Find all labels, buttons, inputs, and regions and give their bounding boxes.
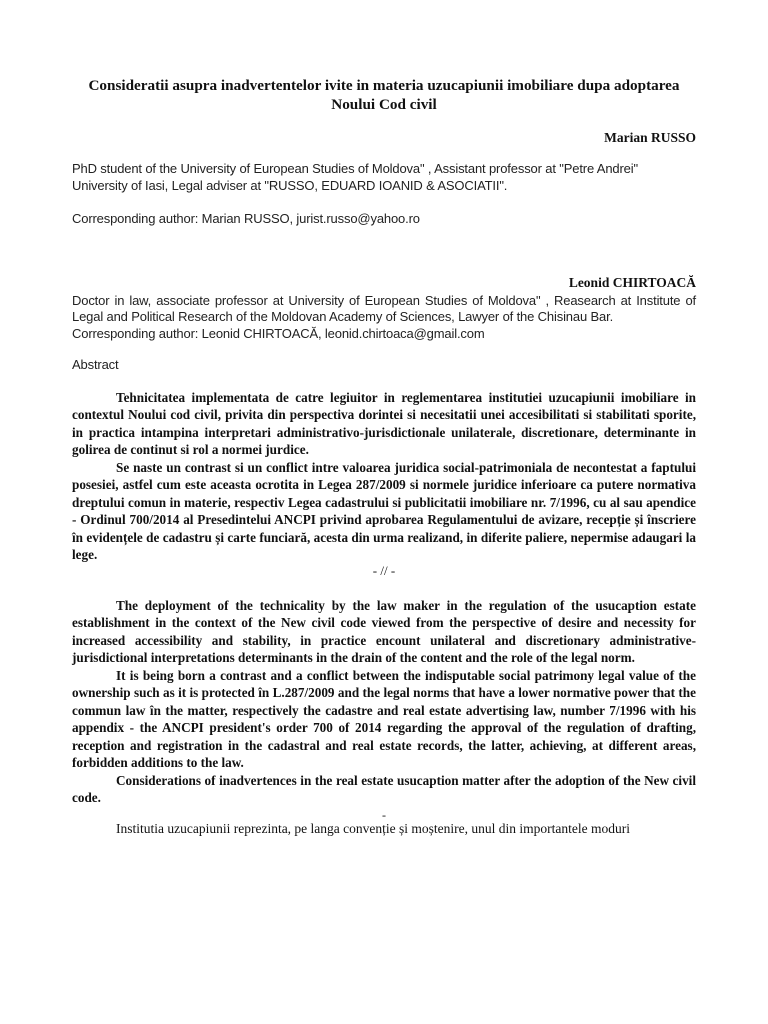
corresponding-author-1: Corresponding author: Marian RUSSO, jurist.russo@yahoo.ro (72, 211, 420, 226)
section-separator-2: - (382, 807, 386, 822)
section-separator: - // - (372, 562, 396, 578)
abstract-en-paragraph: Considerations of inadvertences in the real estate usucaption matter after the adoption of the New civil code. (72, 772, 696, 805)
abstract-romanian (72, 389, 696, 578)
author-affiliation-2: Doctor in law, associate professor at University of European Studies of Moldova" , Reasearch at Institute of Legal and Political Research of the Moldovan Academy of Sciences, Lawyer of the Chisinau Bar. (72, 292, 696, 324)
body-paragraph-start: Institutia uzucapiunii reprezinta, pe langa convenție și moștenire, unul din importantele moduri (116, 820, 630, 836)
abstract-en-paragraph: It is being born a contrast and a conflict between the indisputable social patrimony legal value of the ownership such as it is protected în L.287/2009 and the legal norms that have a lower normative power that the commun law în the matter, respectively the cadastre and real estate advertising law, number 7/1996 with his appendix - the ANCPI president's order 700 of 2014 regarding the approval of the regulation of drafting, reception and registration in the cadastral and real estate records, the latter, achieving, at different areas, forbidden additions to the law. (72, 667, 696, 770)
abstract-ro-paragraph: Tehnicitatea implementata de catre legiuitor in reglementarea institutiei uzucapiunii imobiliare in contextul Noului cod civil, privita din perspectiva dorintei si necesitatii unei accesibilitati si stabilitati sporite, in practica intampina interpretari administrativo-jurisdictionale unilaterale, discretionare, determinante in golirea de continut si rol a normei jurdice. (72, 389, 696, 457)
abstract-en-paragraph: The deployment of the technicality by the law maker in the regulation of the usucaption estate establishment in the context of the New civil code viewed from the perspective of desire and necessity for increased accessibility and stability, in practice encount unilateral and discretionary administrative-jurisdictional interpretations determinants in the drain of the content and the role of the legal norm. (72, 597, 696, 665)
abstract-ro-paragraph: Se naste un contrast si un conflict intre valoarea juridica social-patrimoniala de necontestat a faptului posesiei, astfel cum este aceasta ocrotita in Legea 287/2009 si normele juridice inferioare ca putere normativa dreptului comun in materie, respectiv Legea cadastrului si publicitatii imobiliare nr. 7/1996, cu al sau apendice - Ordinul 700/2014 al Presedintelui ANCPI privind aprobarea Regulamentului de avizare, recepție și înscriere în evidențele de cadastru și carte funciară, acesta din urma realizand, in diferite paliere, nepermise adaugari la lege. (72, 459, 696, 562)
author-name-2: Leonid CHIRTOACĂ (568, 274, 696, 290)
corresponding-author-2: Corresponding author: Leonid CHIRTOACĂ, leonid.chirtoaca@gmail.com (72, 325, 485, 341)
author-affiliation-1: PhD student of the University of European Studies of Moldova" , Assistant professor at "Petre Andrei" University of Iasi, Legal adviser at "RUSSO, EDUARD IOANID & ASOCIATII". (72, 161, 638, 193)
abstract-english (72, 597, 696, 820)
paper-title: Consideratii asupra inadvertentelor ivite in materia uzucapiunii imobiliare dupa adoptarea Noului Cod civil (88, 77, 680, 113)
abstract-label: Abstract (72, 357, 119, 372)
author-name-1: Marian RUSSO (604, 130, 696, 145)
